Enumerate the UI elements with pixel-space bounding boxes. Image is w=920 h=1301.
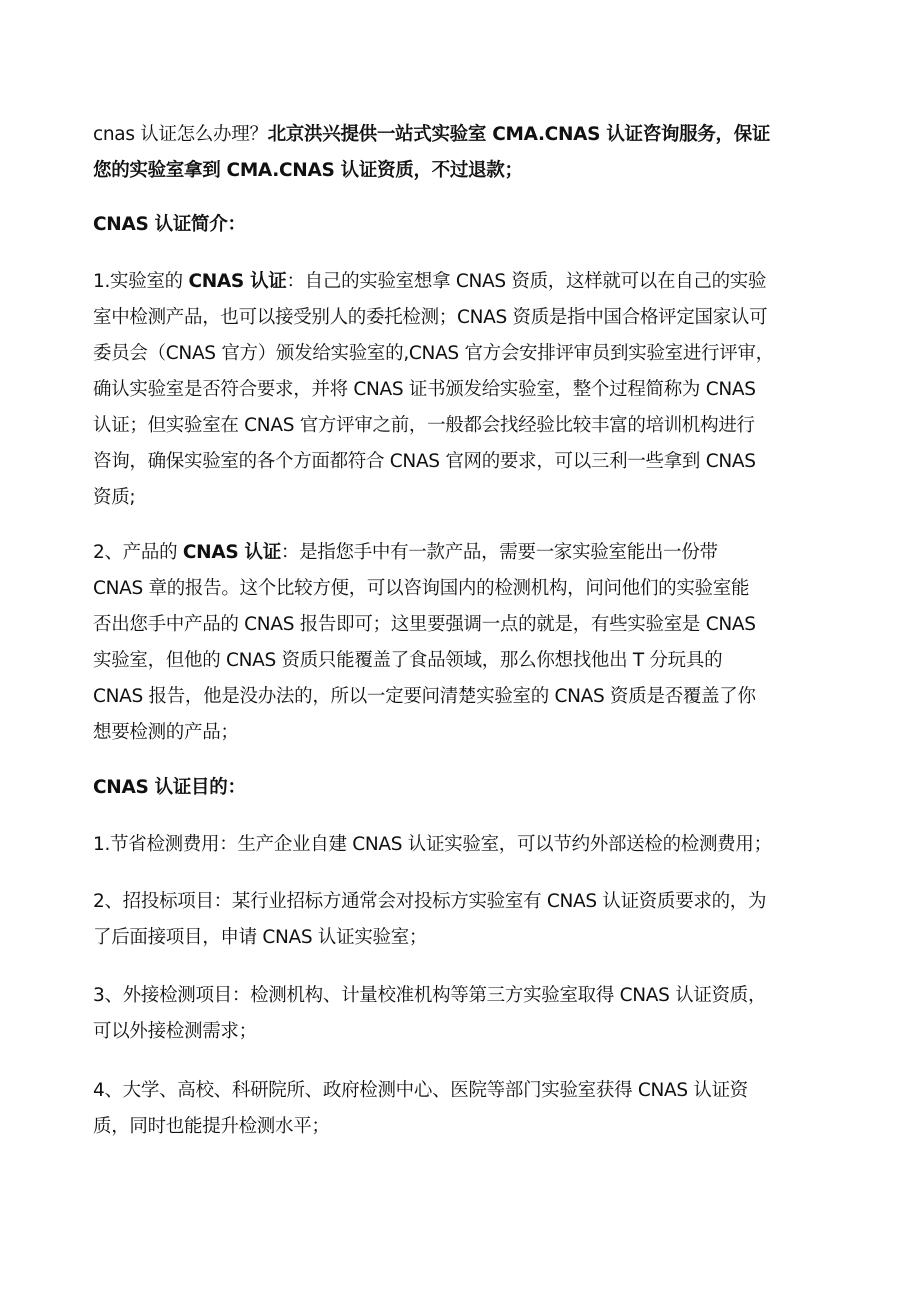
purpose-line: 3、外接检测项目：检测机构、计量校准机构等第三方实验室取得 CNAS 认证资质， (93, 985, 767, 1006)
product-cert-line-1 (93, 535, 853, 571)
lab-cert-term: CNAS 认证 (188, 271, 287, 292)
purpose-line: 2、招投标项目：某行业招标方通常会对投标方实验室有 CNAS 认证资质要求的，为 (93, 891, 767, 912)
intro-paragraph (93, 117, 853, 189)
lab-cert-prefix: 1.实验室的 (93, 271, 189, 292)
lab-cert-line: 委员会（CNAS 官方）颁发给实验室的,CNAS 官方会安排评审员到实验室进行评审， (93, 343, 774, 364)
intro-question: cnas 认证怎么办理？ (93, 124, 268, 145)
lab-cert-line-1 (93, 264, 853, 300)
lab-cert-line: 室中检测产品，也可以接受别人的委托检测；CNAS 资质是指中国合格评定国家认可 (93, 307, 768, 328)
purpose-line: 了后面接项目，申请 CNAS 认证实验室； (93, 927, 428, 948)
lab-cert-line: 确认实验室是否符合要求，并将 CNAS 证书颁发给实验室，整个过程简称为 CNAS (93, 379, 756, 400)
product-cert-line: 实验室，但他的 CNAS 资质只能覆盖了食品领域，那么你想找他出 T 分玩具的 (93, 650, 723, 671)
lab-cert-line: 认证；但实验室在 CNAS 官方评审之前，一般都会找经验比较丰富的培训机构进行 (93, 415, 755, 436)
lab-cert-paragraph (93, 264, 853, 516)
purpose-item-1 (93, 827, 853, 863)
purpose-line: 质，同时也能提升检测水平； (93, 1116, 330, 1137)
product-cert-prefix: 2、产品的 (93, 542, 183, 563)
product-cert-line: 想要检测的产品； (93, 722, 239, 743)
purpose-line: 4、大学、高校、科研院所、政府检测中心、医院等部门实验室获得 CNAS 认证资 (93, 1080, 748, 1101)
lab-cert-line: 咨询，确保实验室的各个方面都符合 CNAS 官网的要求，可以三利一些拿到 CNAS (93, 451, 756, 472)
product-cert-paragraph (93, 535, 853, 751)
product-cert-line: CNAS 章的报告。这个比较方便，可以咨询国内的检测机构，问问他们的实验室能 (93, 578, 750, 599)
intro-line-2: 您的实验室拿到 CMA.CNAS 认证资质，不过退款； (93, 160, 523, 181)
section-heading-intro: CNAS 认证简介： (93, 214, 246, 235)
purpose-line: 1.节省检测费用：生产企业自建 CNAS 认证实验室，可以节约外部送检的检测费用； (93, 834, 772, 855)
purpose-line: 可以外接检测需求； (93, 1021, 257, 1042)
product-cert-line: CNAS 报告，他是没办法的，所以一定要问清楚实验室的 CNAS 资质是否覆盖了你 (93, 686, 756, 707)
purpose-item-4 (93, 1073, 853, 1145)
product-cert-term: CNAS 认证 (182, 542, 281, 563)
purpose-item-3 (93, 978, 853, 1050)
section-heading-purpose: CNAS 认证目的： (93, 777, 246, 798)
product-cert-line: 否出您手中产品的 CNAS 报告即可；这里要强调一点的就是，有些实验室是 CNAS (93, 614, 756, 635)
intro-offer-bold: 北京洪兴提供一站式实验室 CMA.CNAS 认证咨询服务，保证 (267, 124, 771, 145)
lab-cert-line1-rest: ：自己的实验室想拿 CNAS 资质，这样就可以在自己的实验 (286, 271, 767, 292)
lab-cert-line: 资质; (93, 487, 136, 508)
intro-line-1 (93, 117, 853, 153)
product-cert-line1-rest: ：是指您手中有一款产品，需要一家实验室能出一份带 (280, 542, 718, 563)
purpose-item-2 (93, 884, 853, 956)
